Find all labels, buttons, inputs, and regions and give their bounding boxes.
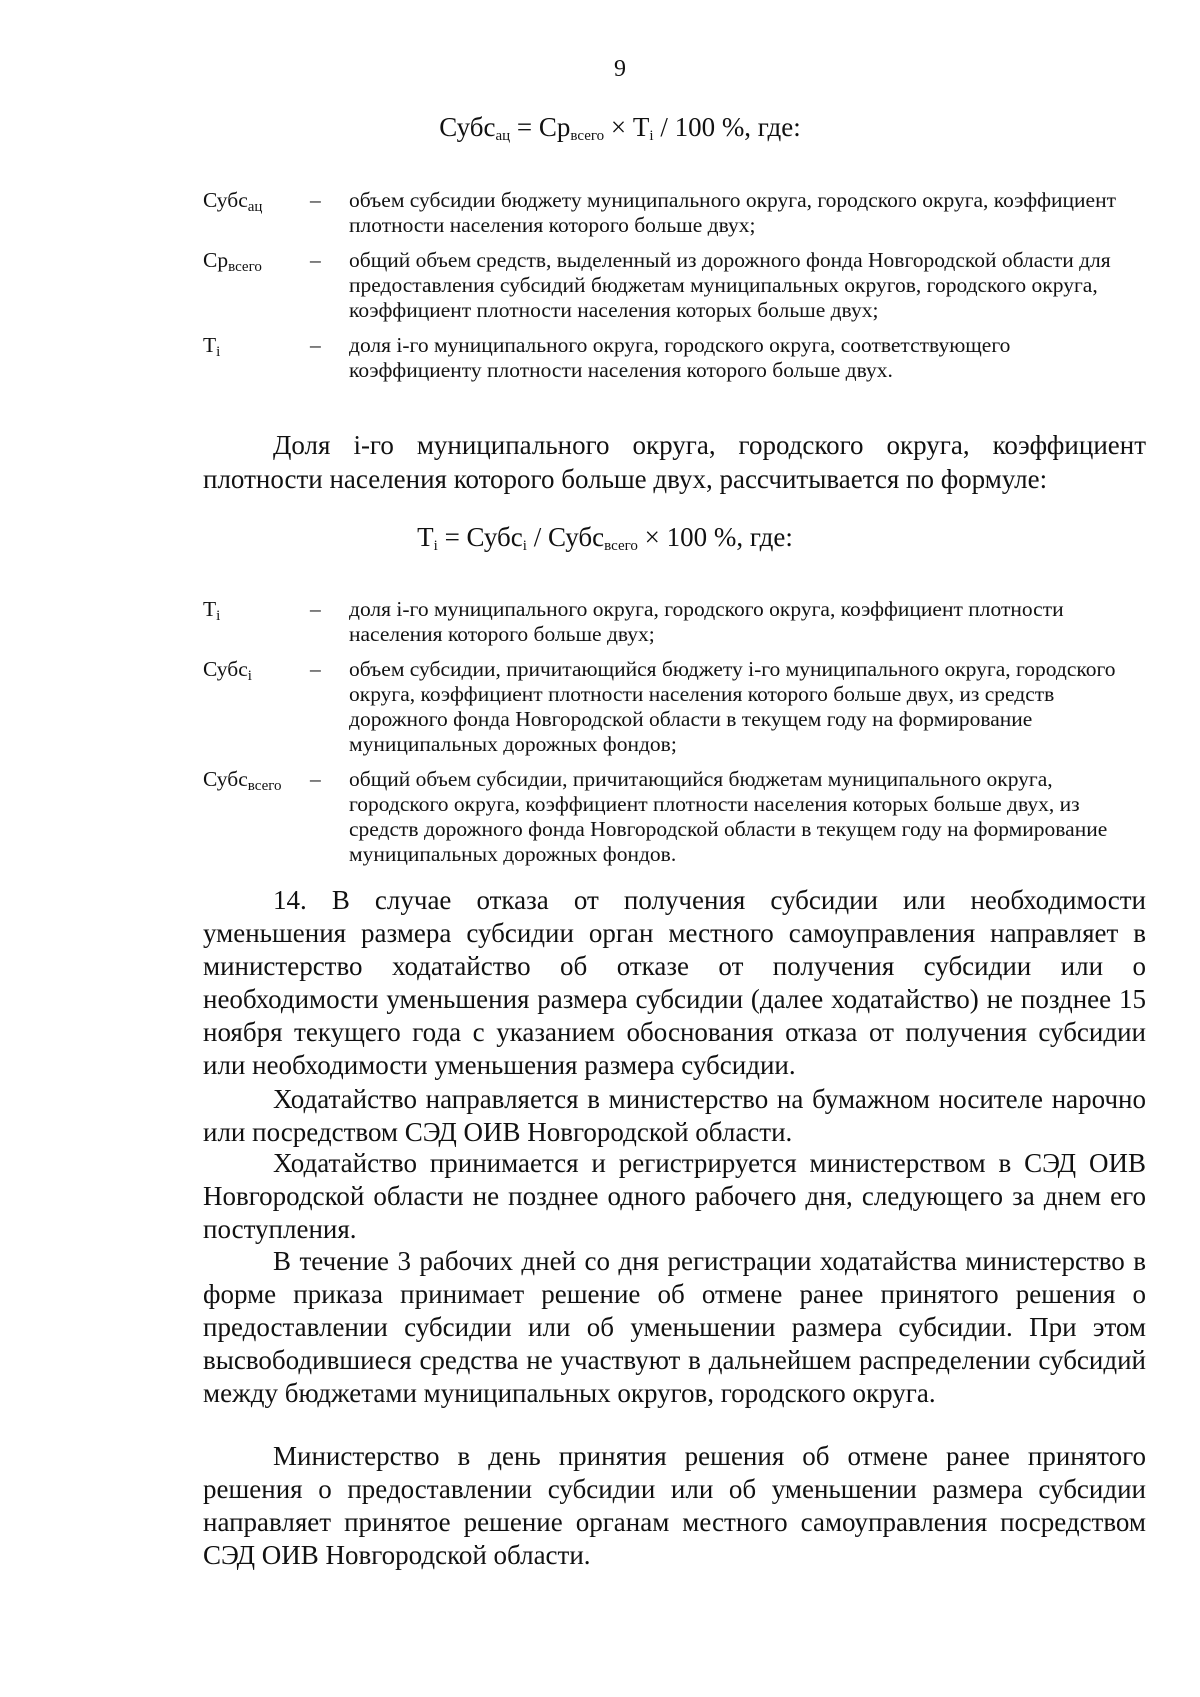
formula-subscript: ац <box>495 128 511 144</box>
legend-term: $Т_i$ <box>203 333 221 360</box>
legend-dash: – <box>310 188 321 212</box>
formula-text: / 100 %, где: <box>653 112 801 142</box>
legend-dash: – <box>310 597 321 621</box>
legend-row <box>203 597 1143 647</box>
legend-row <box>203 767 1143 867</box>
formula-subscript: всего <box>604 538 638 554</box>
formula-subscript: i <box>522 538 527 554</box>
formula-2-legend <box>203 597 1143 877</box>
formula-text: = Ср <box>510 112 571 142</box>
formula-subscript: i <box>649 128 654 144</box>
legend-dash: – <box>310 657 321 681</box>
formula-subscript: всего <box>570 128 605 144</box>
formula-1-legend <box>203 188 1143 393</box>
page-number: 9 <box>614 56 626 82</box>
formula-text: × Т <box>604 112 650 142</box>
formula-text: Т <box>417 522 434 552</box>
formula-subsidy-ac <box>0 112 1200 143</box>
legend-term: Субс$_{всего}$ <box>203 767 282 794</box>
paragraph-petition-registered: Ходатайство принимается и регистрируется министерством в СЭД ОИВ Новгородской области не позднее одного рабочего дня, следующего за днем его поступления. <box>203 1148 1146 1244</box>
legend-term: Субс$_{ац}$ <box>203 188 263 215</box>
legend-description: объем субсидии бюджету муниципального округа, городского округа, коэффициент плотности населения которого больше двух; <box>349 188 1116 237</box>
formula-text: / Субс <box>526 522 605 552</box>
paragraph-petition-sent: Ходатайство направляется в министерство на бумажном носителе нарочно или посредством СЭД ОИВ Новгородской области. <box>203 1084 1146 1147</box>
formula-subscript: i <box>433 538 438 554</box>
legend-description: общий объем субсидии, причитающийся бюджетам муниципального округа, городского округа, коэффициент плотности населения которых больше двух, из средств дорожного фонда Новгородской области в текущем году на формирование муниципальных дорожных фондов. <box>349 767 1108 866</box>
legend-description: доля i-го муниципального округа, городского округа, коэффициент плотности населения которого больше двух; <box>349 597 1064 646</box>
legend-row <box>203 657 1143 757</box>
paragraph-notify: Министерство в день принятия решения об отмене ранее принятого решения о предоставлении субсидии или об уменьшении размера субсидии направляет принятое решение органам местного самоуправления посредством СЭД ОИВ Новгородской области. <box>203 1441 1146 1570</box>
legend-term: $Ср_{всего}$ <box>203 248 262 275</box>
formula-text: × 100 %, где: <box>637 522 793 552</box>
legend-dash: – <box>310 767 321 791</box>
legend-dash: – <box>310 248 321 272</box>
paragraph-decision: В течение 3 рабочих дней со дня регистрации ходатайства министерство в форме приказа принимает решение об отмене ранее принятого решения о предоставлении субсидии или об уменьшении размера субсидии. При этом высвободившиеся средства не участвуют в дальнейшем распределении субсидий между бюджетами муниципальных округов, городского округа. <box>203 1246 1146 1408</box>
legend-row <box>203 333 1143 383</box>
paragraph-14: 14. В случае отказа от получения субсидии или необходимости уменьшения размера субсидии орган местного самоуправления направляет в министерство ходатайство об отказе от получения субсидии или о необходимости уменьшения размера субсидии (далее ходатайство) не позднее 15 ноября текущего года с указанием обоснования отказа от получения субсидии или необходимости уменьшения размера субсидии. <box>203 885 1146 1080</box>
formula-text: = Субс <box>437 522 523 552</box>
legend-row <box>203 248 1143 323</box>
legend-term: $Т_i$ <box>203 597 221 624</box>
paragraph-share-formula-intro: Доля i-го муниципального округа, городского округа, коэффициент плотности населения которого больше двух, рассчитывается по формуле: <box>203 430 1146 494</box>
legend-description: общий объем средств, выделенный из дорожного фонда Новгородской области для предоставления субсидий бюджетам муниципальных округов, городского округа, коэффициент плотности населения которых больше двух; <box>349 248 1111 322</box>
legend-dash: – <box>310 333 321 357</box>
formula-text: Субс <box>439 112 496 142</box>
legend-row <box>203 188 1143 238</box>
legend-description: объем субсидии, причитающийся бюджету i-го муниципального округа, городского округа, коэффициент плотности населения которого больше двух, из средств дорожного фонда Новгородской области в текущем году на формирование муниципальных дорожных фондов; <box>349 657 1116 756</box>
legend-description: доля i-го муниципального округа, городского округа, соответствующего коэффициенту плотности населения которого больше двух. <box>349 333 1011 382</box>
formula-share-ti <box>0 522 1200 553</box>
legend-term: Субс$_i$ <box>203 657 252 684</box>
